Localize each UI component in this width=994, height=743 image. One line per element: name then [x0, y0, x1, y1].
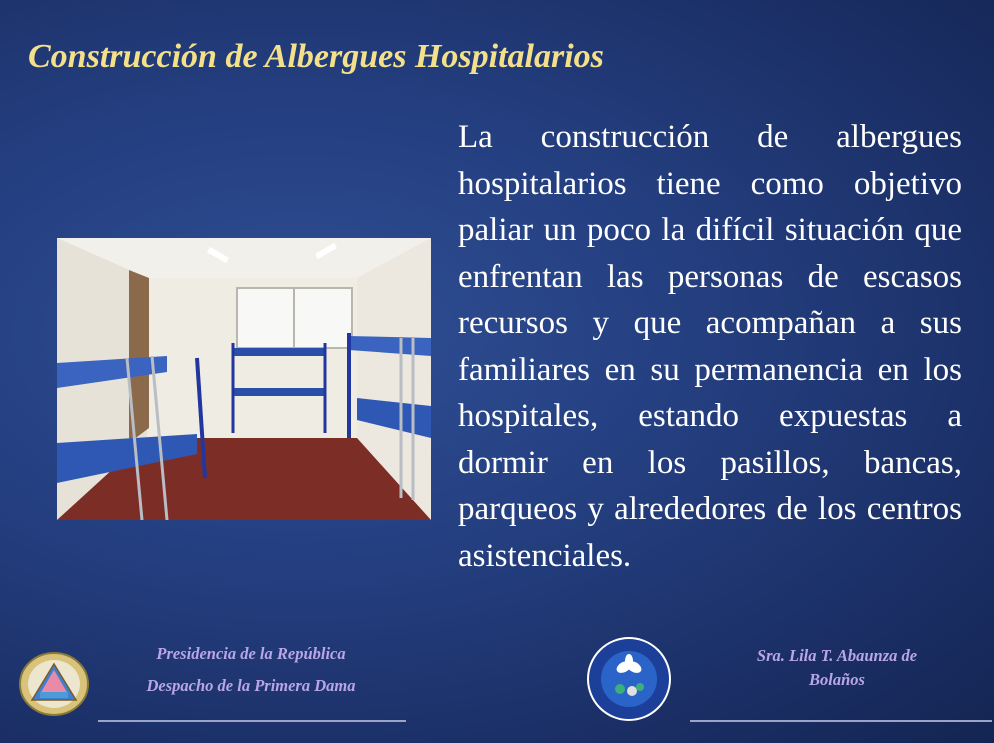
slide-title: Construcción de Albergues Hospitalarios [28, 38, 604, 75]
first-lady-name-line2: Bolaños [809, 670, 865, 689]
first-lady-name-line1: Sra. Lila T. Abaunza de [756, 646, 918, 665]
footer-right [712, 644, 962, 692]
footer-left [95, 644, 407, 696]
footer-right-divider [690, 720, 992, 722]
presidency-label: Presidencia de la República [156, 644, 346, 663]
footer-left-divider [98, 720, 406, 722]
nicaragua-coat-of-arms-icon [18, 652, 90, 716]
first-lady-office-label: Despacho de la Primera Dama [146, 676, 356, 695]
dormitory-photo [57, 238, 431, 520]
slide-body-text: La construcción de albergues hospitalarios tiene como objetivo paliar un poco la difícil situación que enfrentan las personas de escasos recursos y que acompañan a sus familiares en su permanencia en los hospitales, estando expuestas a dormir en los pasillos, bancas, parqueos y alrededores de los centros asistenciales. [458, 119, 962, 574]
first-lady-office-seal-icon [586, 637, 672, 721]
